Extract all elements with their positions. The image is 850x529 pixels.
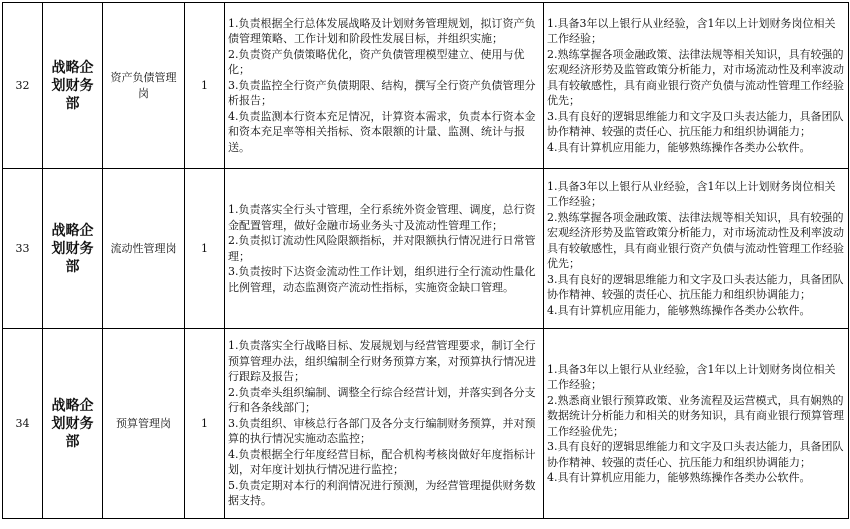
row-number: 34 [3,329,43,519]
duties-cell [225,3,544,169]
requirement-item: 2.熟练掌握各项金融政策、法律法规等相关知识，具有较强的宏观经济形势及监管政策分析能力，对市场流动性及利率波动具有较敏感性，具有商业银行资产负债与流动性管理工作经验优先； [547,47,844,108]
duty-item: 2.负责牵头组织编制、调整全行综合经营计划，并落实到各分支行和各条线部门； [228,385,536,415]
table-row [3,329,849,519]
requirement-item: 4.具有计算机应用能力，能够熟练操作各类办公软件。 [547,303,811,317]
post-name: 预算管理岗 [103,329,185,519]
requirements-cell [544,3,849,169]
headcount: 1 [185,169,225,329]
duties-cell [225,169,544,329]
duties-cell [225,329,544,519]
row-number: 33 [3,169,43,329]
duty-item: 2.负责资产负债策略优化，资产负债管理模型建立、使用与优化； [228,47,525,77]
table-row [3,3,849,169]
post-name: 流动性管理岗 [103,169,185,329]
duty-item: 4.负责根据全行年度经营目标，配合机构考核岗做好年度指标计划，对年度计划执行情况进行监控； [228,447,536,477]
requirement-item: 4.具有计算机应用能力，能够熟练操作各类办公软件。 [547,140,811,154]
post-name: 资产负债管理岗 [103,3,185,169]
requirement-item: 1.具备3年以上银行从业经验，含1年以上计划财务岗位相关工作经验； [547,179,836,209]
requirement-item: 3.具有良好的逻辑思维能力和文字及口头表达能力，具备团队协作精神、较强的责任心、抗压能力和组织协调能力； [547,272,844,302]
requirement-item: 1.具备3年以上银行从业经验，含1年以上计划财务岗位相关工作经验； [547,362,836,391]
requirement-item: 2.熟练掌握各项金融政策、法律法规等相关知识，具有较强的宏观经济形势及监管政策分析能力，对市场流动性及利率波动具有较敏感性，具有商业银行资产负债与流动性管理工作经验优先； [547,210,844,271]
headcount: 1 [185,329,225,519]
duty-item: 1.负责落实全行头寸管理，全行系统外资金管理、调度，总行资金配置管理，做好金融市场业务头寸及流动性管理工作； [228,203,536,232]
requirement-item: 2.熟悉商业银行预算政策、业务流程及运营模式，具有娴熟的数据统计分析能力和相关的财务知识，具有商业银行预算管理工作经验优先； [547,393,844,438]
requirement-item: 3.具有良好的逻辑思维能力和文字及口头表达能力，具备团队协作精神、较强的责任心、抗压能力和组织协调能力； [547,440,844,469]
department-name: 战略企划财务部 [51,222,94,275]
duty-item: 3.负责按时下达资金流动性工作计划，组织进行全行流动性量化比例管理，动态监测资产流动性指标，实施资金缺口管理。 [228,265,536,294]
row-number: 32 [3,3,43,169]
requirement-item: 1.具备3年以上银行从业经验，含1年以上计划财务岗位相关工作经验； [547,16,836,46]
job-table [2,2,849,519]
table-row [3,169,849,329]
duty-item: 3.负责监控全行资产负债期限、结构，撰写全行资产负债管理分析报告； [228,78,536,108]
duty-item: 1.负责落实全行战略目标、发展规划与经营管理要求，制订全行预算管理办法，组织编制全行财务预算方案，对预算执行情况进行跟踪及报告； [228,339,536,384]
headcount: 1 [185,3,225,169]
duty-item: 1.负责根据全行总体发展战略及计划财务管理规划，拟订资产负债管理策略、工作计划和阶段性发展目标，并组织实施； [228,16,536,46]
requirement-item: 3.具有良好的逻辑思维能力和文字及口头表达能力，具备团队协作精神、较强的责任心、抗压能力和组织协调能力； [547,109,844,139]
duty-item: 4.负责监测本行资本充足情况，计算资本需求，负责本行资本金和资本充足率等相关指标、资本限额的计量、监测、统计与报送。 [228,109,536,154]
department-name: 战略企划财务部 [51,397,94,450]
requirement-item: 4.具有计算机应用能力，能够熟练操作各类办公软件。 [547,471,811,484]
duty-item: 5.负责定期对本行的利润情况进行预测，为经营管理提供财务数据支持。 [228,478,536,508]
duty-item: 3.负责组织、审核总行各部门及各分支行编制财务预算，并对预算的执行情况实施动态监控； [228,416,536,446]
duty-item: 2.负责拟订流动性风险限额指标，并对限额执行情况进行日常管理； [228,234,536,263]
requirements-cell [544,169,849,329]
department-name: 战略企划财务部 [51,59,94,112]
requirements-cell [544,329,849,519]
